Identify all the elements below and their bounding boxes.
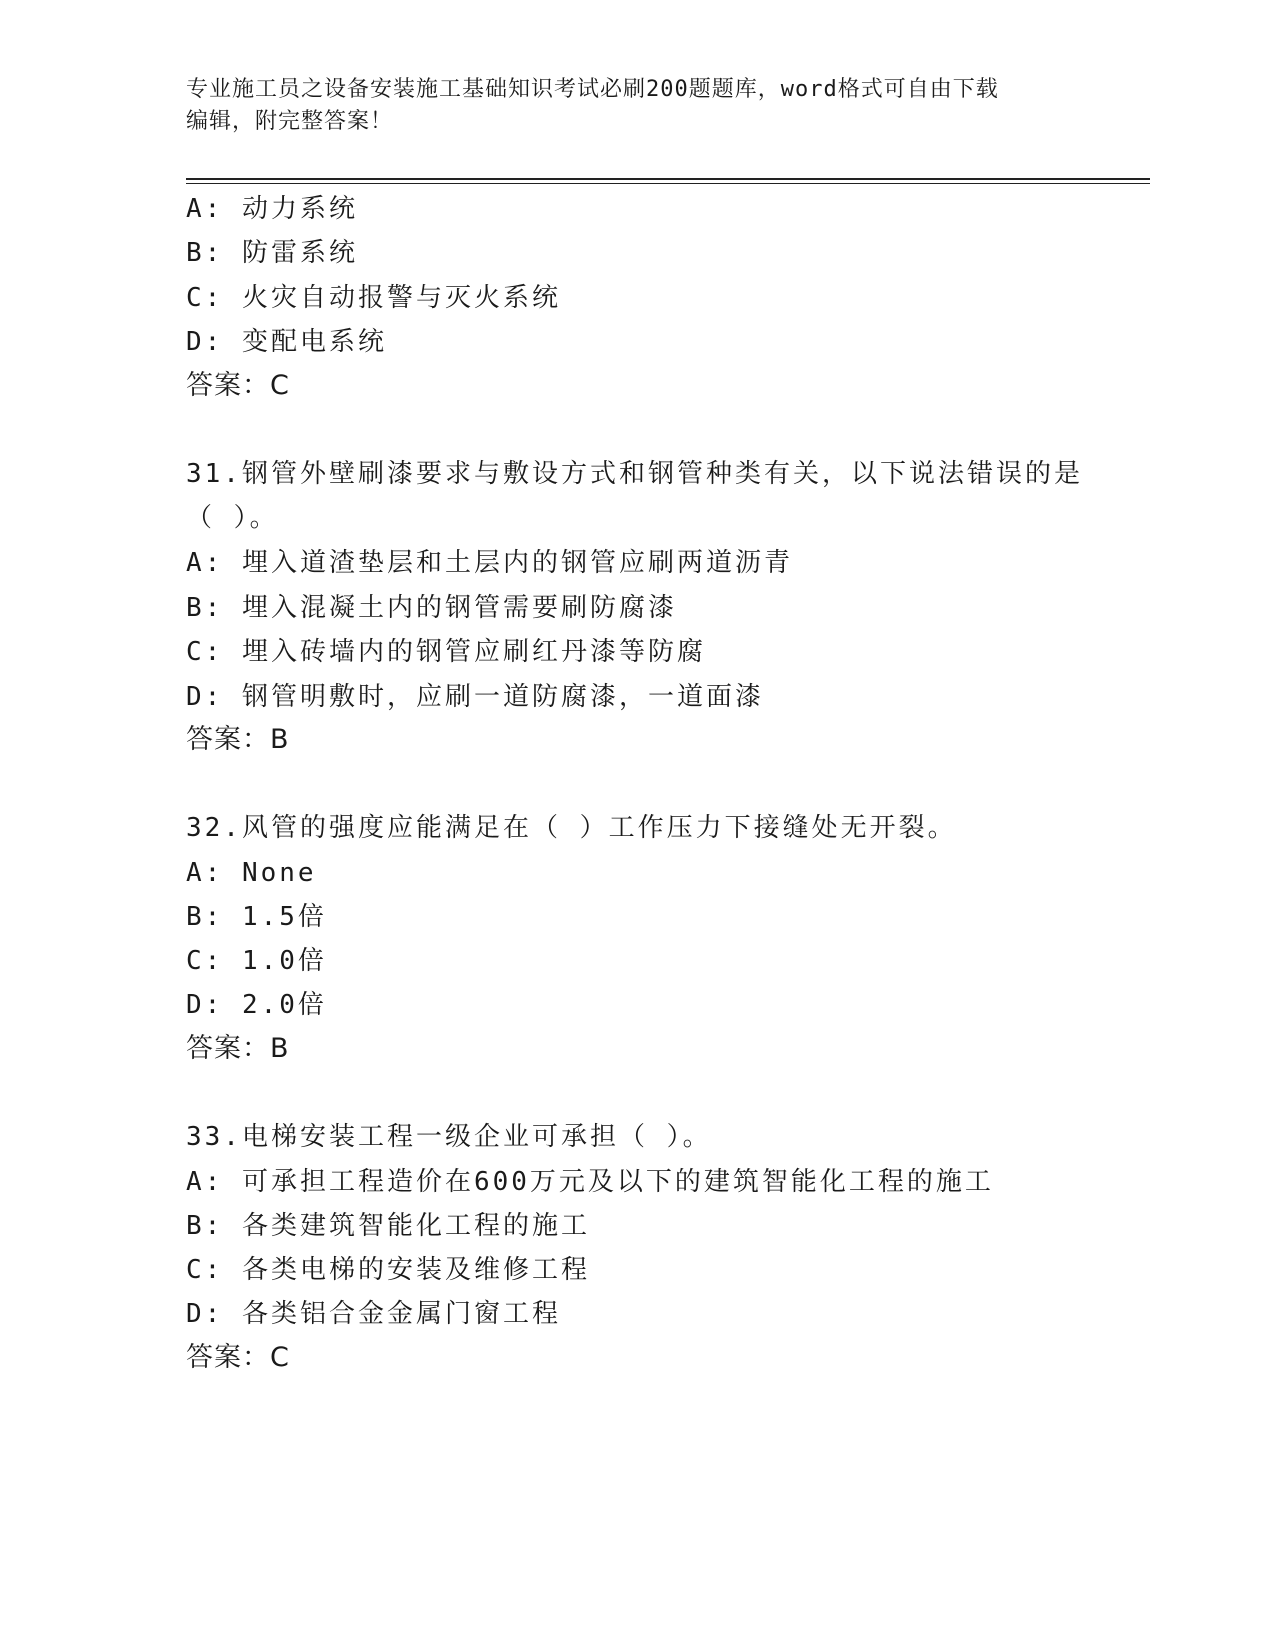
q32-option-b: B: 1.5倍 [186,902,327,932]
header-rule-thick [186,178,1150,180]
q30-option-a: A: 动力系统 [186,194,358,224]
q31-stem-line-2: （ ）。 [186,503,279,533]
q32-option-c: C: 1.0倍 [186,946,327,976]
q31-option-b: B: 埋入混凝土内的钢管需要刷防腐漆 [186,593,677,623]
q33-stem: 33.电梯安装工程一级企业可承担（ ）。 [186,1122,712,1152]
header-line-2: 编辑，附完整答案！ [186,109,394,134]
q33-option-b: B: 各类建筑智能化工程的施工 [186,1211,590,1241]
q31-option-c: C: 埋入砖墙内的钢管应刷红丹漆等防腐 [186,637,706,667]
q31-stem-line-1: 31.钢管外壁刷漆要求与敷设方式和钢管种类有关，以下说法错误的是 [186,459,1083,489]
q33-option-a: A: 可承担工程造价在600万元及以下的建筑智能化工程的施工 [186,1167,994,1197]
q32-answer: 答案：B [186,1033,290,1064]
q33-option-d: D: 各类铝合金金属门窗工程 [186,1299,561,1329]
q32-option-a: A: None [186,858,317,888]
q32-stem: 32.风管的强度应能满足在（ ）工作压力下接缝处无开裂。 [186,813,957,843]
q30-option-d: D: 变配电系统 [186,327,387,357]
q31-answer: 答案：B [186,724,290,755]
q32-option-d: D: 2.0倍 [186,990,327,1020]
q30-option-b: B: 防雷系统 [186,238,358,268]
q30-answer: 答案：C [186,370,290,401]
header-line-1: 专业施工员之设备安装施工基础知识考试必刷200题题库，word格式可自由下载 [186,77,999,102]
q33-answer: 答案：C [186,1342,290,1373]
document-header [186,74,1066,138]
q30-option-c: C: 火灾自动报警与灭火系统 [186,283,561,313]
q31-option-d: D: 钢管明敷时，应刷一道防腐漆，一道面漆 [186,682,764,712]
q33-option-c: C: 各类电梯的安装及维修工程 [186,1255,590,1285]
q31-option-a: A: 埋入道渣垫层和土层内的钢管应刷两道沥青 [186,548,793,578]
header-rule-thin [186,183,1150,184]
